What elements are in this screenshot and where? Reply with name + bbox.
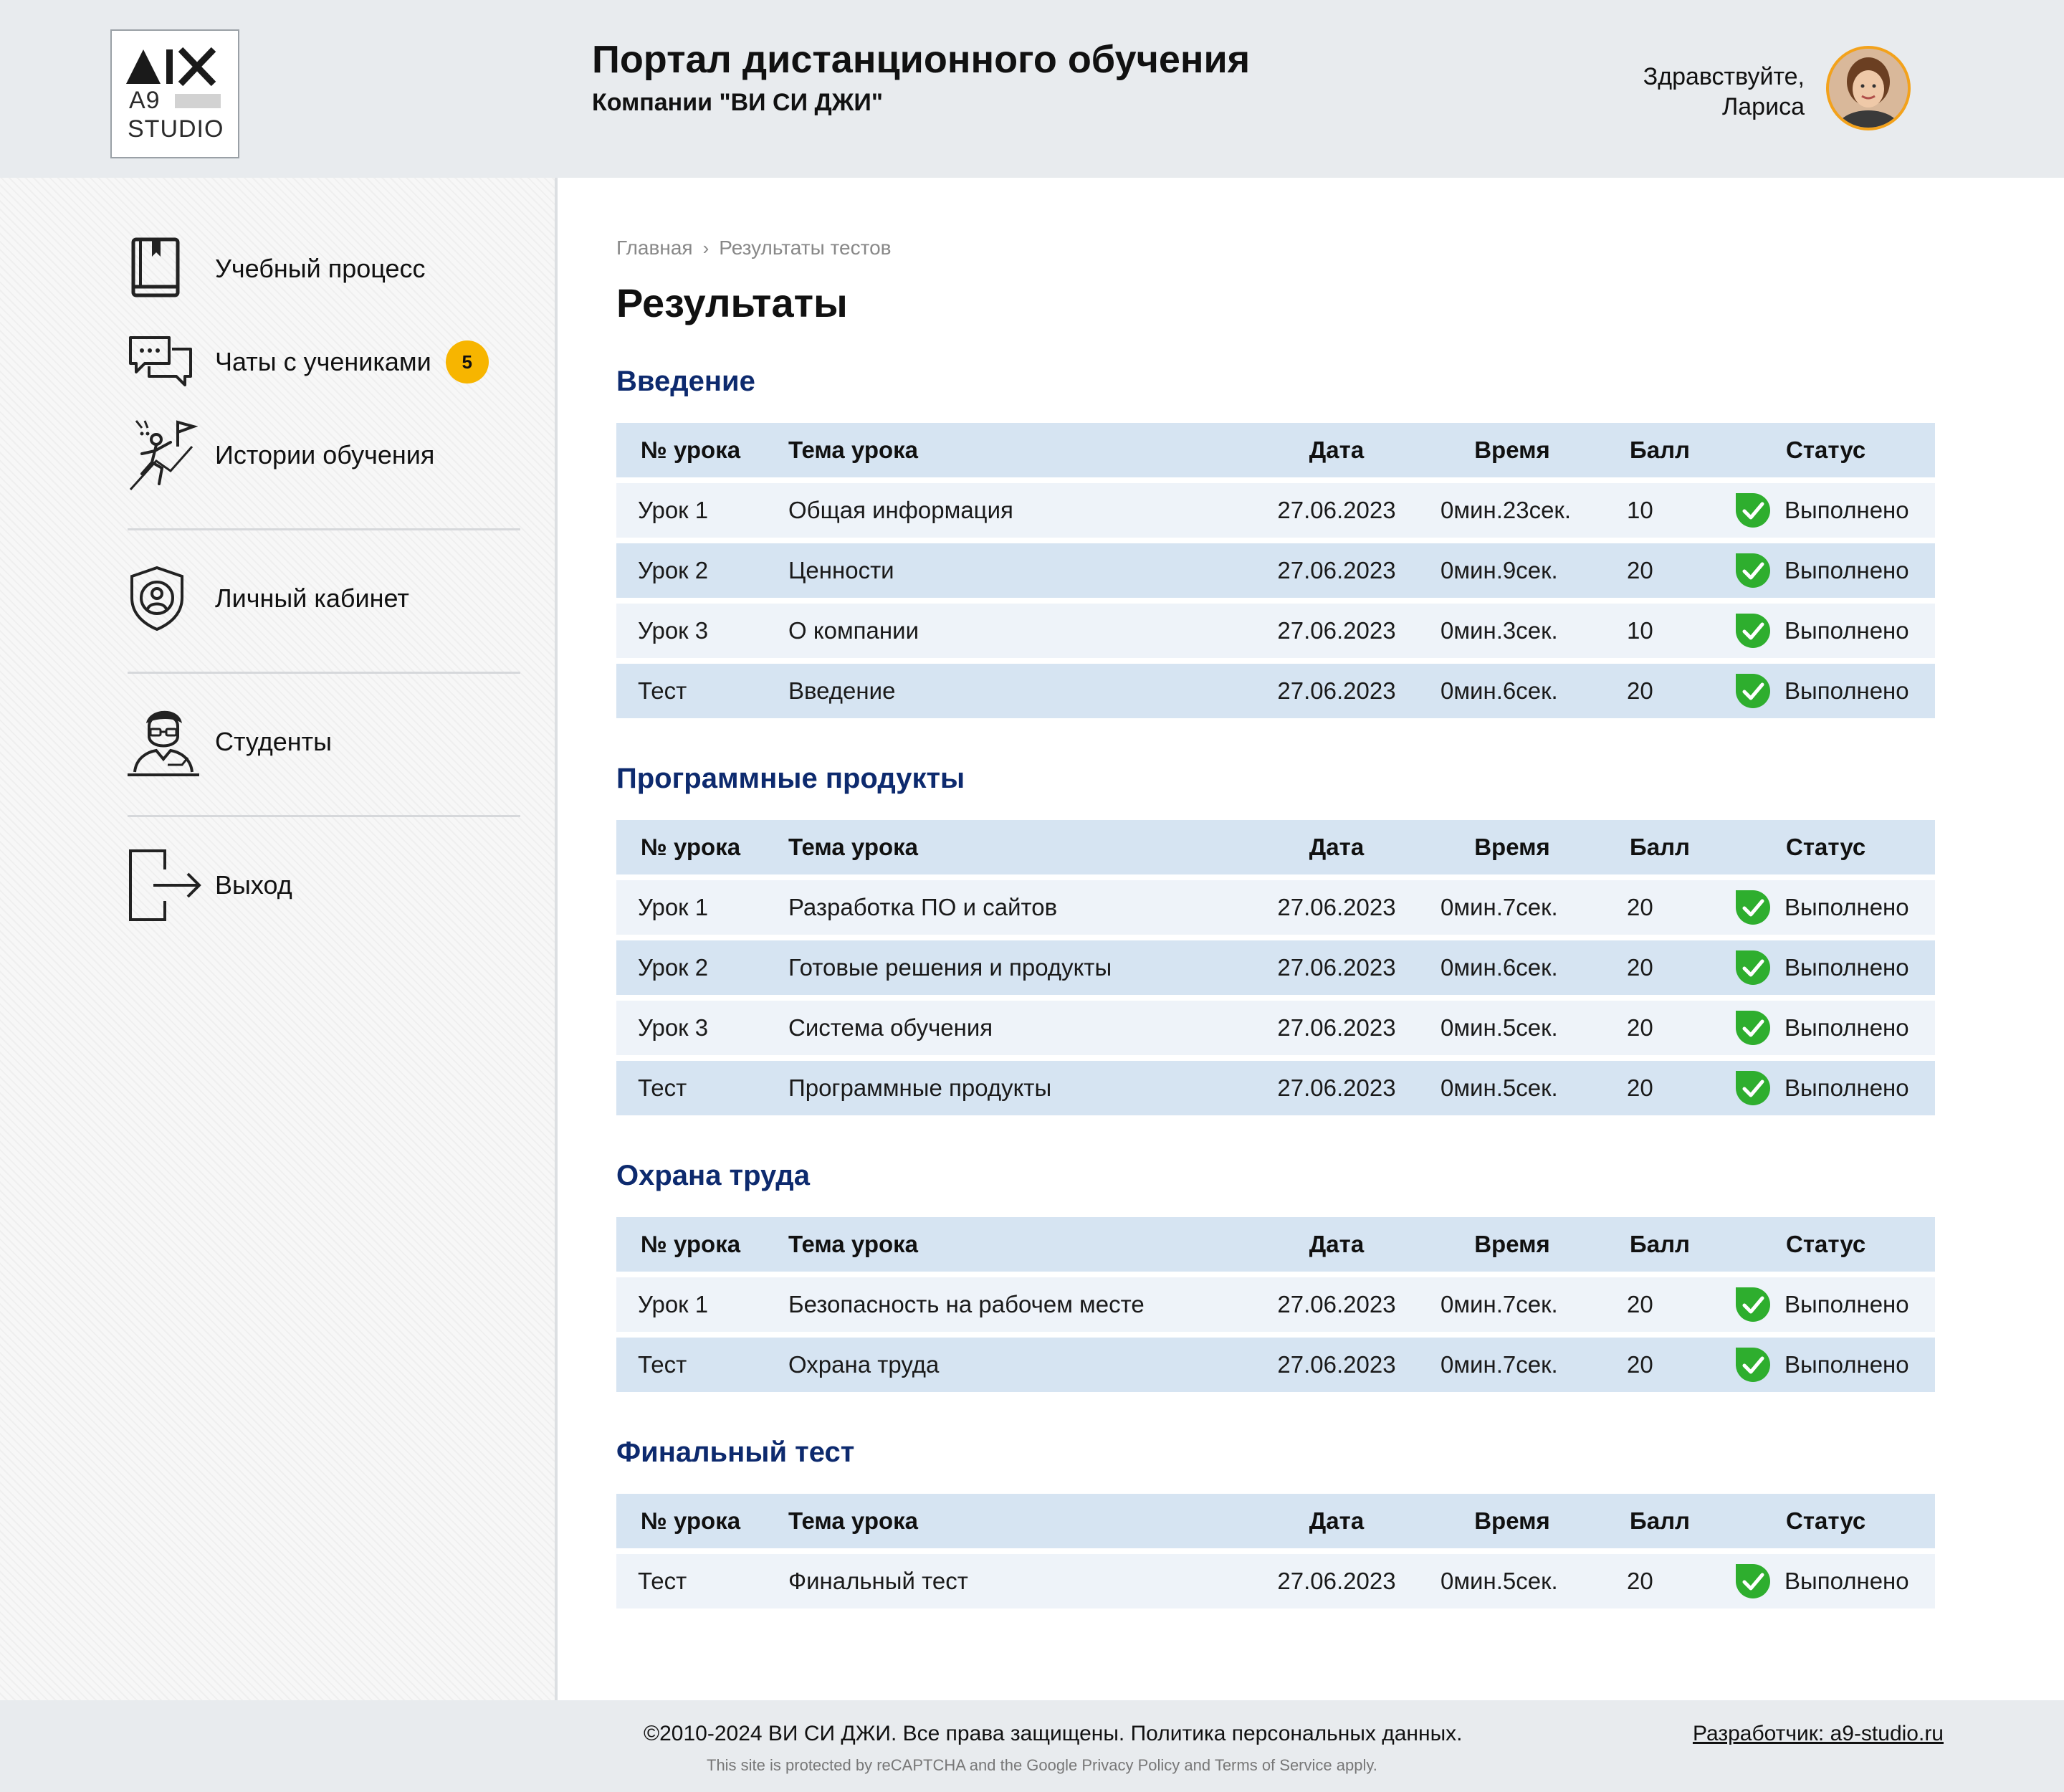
header-score: Балл (1630, 1231, 1690, 1257)
table-row[interactable] (616, 664, 1935, 718)
header-date: Дата (1309, 437, 1365, 463)
cell-topic: Ценности (788, 557, 894, 583)
cell-topic: Программные продукты (788, 1074, 1052, 1101)
status-text: Выполнено (1784, 1568, 1909, 1594)
status-text: Выполнено (1784, 954, 1909, 981)
header-topic: Тема урока (788, 437, 919, 463)
footer-recaptcha-notice: This site is protected by reCAPTCHA and the Google Privacy Policy and Terms of Service apply. (707, 1756, 1377, 1774)
table-row[interactable] (616, 1338, 1935, 1392)
breadcrumb (616, 237, 892, 259)
cell-status (1734, 949, 1909, 986)
sidebar-item-histories[interactable] (128, 416, 434, 495)
cell-date: 27.06.2023 (1277, 557, 1396, 583)
sidebar-divider (128, 815, 520, 817)
status-text: Выполнено (1784, 677, 1909, 704)
cell-score: 20 (1627, 1351, 1653, 1378)
cell-time: 0мин.3сек. (1440, 617, 1558, 644)
cell-num: Урок 3 (638, 1014, 709, 1041)
table-row[interactable] (616, 604, 1935, 658)
table-row[interactable] (616, 880, 1935, 935)
cell-num: Урок 1 (638, 497, 709, 523)
book-icon (128, 232, 202, 306)
status-text: Выполнено (1784, 894, 1909, 920)
cell-num: Урок 2 (638, 557, 709, 583)
header-time: Время (1474, 834, 1550, 860)
header-num: № урока (641, 834, 741, 860)
cell-topic: Введение (788, 677, 896, 704)
footer-developer-link[interactable]: Разработчик: a9-studio.ru (1692, 1722, 1944, 1745)
cell-status (1734, 492, 1909, 529)
sidebar (0, 178, 558, 1700)
logo-line1: A9 (129, 87, 161, 114)
status-text: Выполнено (1784, 1014, 1909, 1041)
header-date: Дата (1309, 1231, 1365, 1257)
header-score: Балл (1630, 437, 1690, 463)
check-circle-icon (1734, 612, 1772, 649)
cell-status (1734, 1009, 1909, 1047)
cell-num: Урок 1 (638, 894, 709, 920)
cell-score: 20 (1627, 1074, 1653, 1101)
table-header-row (616, 1217, 1935, 1272)
cell-num: Тест (638, 1074, 687, 1101)
greeting-line1: Здравствуйте, (1643, 63, 1805, 90)
header-date: Дата (1309, 1507, 1365, 1534)
cell-date: 27.06.2023 (1277, 497, 1396, 523)
table-header-row (616, 820, 1935, 874)
chat-count-badge: 5 (446, 340, 489, 383)
section-title-final: Финальный тест (616, 1436, 855, 1468)
sidebar-item-learning[interactable] (128, 229, 426, 308)
cell-time: 0мин.7сек. (1440, 1351, 1558, 1378)
cell-score: 10 (1627, 617, 1653, 644)
results-table-intro (616, 423, 1935, 724)
check-circle-icon (1734, 1286, 1772, 1323)
logo-bar (175, 94, 221, 108)
cell-num: Урок 2 (638, 954, 709, 981)
status-text: Выполнено (1784, 497, 1909, 523)
status-text: Выполнено (1784, 557, 1909, 583)
cell-score: 20 (1627, 557, 1653, 583)
portal-subtitle: Компании "ВИ СИ ДЖИ" (592, 89, 883, 116)
footer-copyright[interactable]: ©2010-2024 ВИ СИ ДЖИ. Все права защищены. Политика персональных данных. (644, 1722, 1463, 1745)
cell-time: 0мин.6сек. (1440, 954, 1558, 981)
company-logo[interactable] (110, 29, 239, 158)
cell-score: 20 (1627, 954, 1653, 981)
cell-status (1734, 612, 1909, 649)
table-row[interactable] (616, 483, 1935, 538)
chevron-right-icon: › (702, 237, 710, 259)
header-num: № урока (641, 437, 741, 463)
check-circle-icon (1734, 1346, 1772, 1383)
section-title-safety: Охрана труда (616, 1160, 810, 1191)
header-topic: Тема урока (788, 1507, 919, 1534)
cell-score: 10 (1627, 497, 1653, 523)
cell-score: 20 (1627, 894, 1653, 920)
table-row[interactable] (616, 1061, 1935, 1115)
table-header-row (616, 423, 1935, 477)
cell-date: 27.06.2023 (1277, 617, 1396, 644)
sidebar-divider (128, 528, 520, 530)
cell-topic: Охрана труда (788, 1351, 940, 1378)
cell-date: 27.06.2023 (1277, 894, 1396, 920)
table-row[interactable] (616, 1277, 1935, 1332)
cell-date: 27.06.2023 (1277, 1291, 1396, 1317)
table-row[interactable] (616, 543, 1935, 598)
cell-score: 20 (1627, 1568, 1653, 1594)
table-row[interactable] (616, 1001, 1935, 1055)
sidebar-divider (128, 672, 520, 674)
cell-time: 0мин.5сек. (1440, 1014, 1558, 1041)
check-circle-icon (1734, 949, 1772, 986)
cell-status (1734, 1346, 1909, 1383)
cell-num: Тест (638, 1568, 687, 1594)
cell-topic: Общая информация (788, 497, 1013, 523)
cell-time: 0мин.23сек. (1440, 497, 1572, 523)
cell-score: 20 (1627, 1014, 1653, 1041)
header-status: Статус (1786, 1507, 1866, 1534)
check-circle-icon (1734, 1009, 1772, 1047)
logo-line2: STUDIO (128, 115, 224, 143)
check-circle-icon (1734, 1563, 1772, 1600)
header-score: Балл (1630, 1507, 1690, 1534)
header-topic: Тема урока (788, 1231, 919, 1257)
header-time: Время (1474, 1231, 1550, 1257)
sidebar-item-label: Учебный процесс (215, 254, 426, 283)
sidebar-item-students[interactable] (128, 702, 332, 781)
climber-icon (128, 418, 202, 492)
header-num: № урока (641, 1507, 741, 1534)
cell-time: 0мин.6сек. (1440, 677, 1558, 704)
logout-icon (128, 848, 202, 923)
status-text: Выполнено (1784, 1351, 1909, 1378)
student-icon (128, 705, 202, 779)
cell-status (1734, 889, 1909, 926)
cell-time: 0мин.7сек. (1440, 894, 1558, 920)
user-greeting (1643, 62, 1805, 122)
cell-num: Урок 1 (638, 1291, 709, 1317)
cell-time: 0мин.9сек. (1440, 557, 1558, 583)
results-table-final (616, 1494, 1935, 1614)
header-date: Дата (1309, 834, 1365, 860)
check-circle-icon (1734, 672, 1772, 710)
sidebar-item-label: Студенты (215, 727, 332, 756)
status-text: Выполнено (1784, 617, 1909, 644)
cell-score: 20 (1627, 677, 1653, 704)
avatar[interactable] (1826, 46, 1911, 130)
check-circle-icon (1734, 1069, 1772, 1107)
check-circle-icon (1734, 492, 1772, 529)
table-row[interactable] (616, 940, 1935, 995)
page-title: Результаты (616, 280, 848, 325)
status-text: Выполнено (1784, 1074, 1909, 1101)
breadcrumb-home-link[interactable]: Главная (616, 237, 693, 259)
cell-status (1734, 1286, 1909, 1323)
logo-mark-icon (126, 47, 226, 87)
cell-topic: О компании (788, 617, 919, 644)
sidebar-item-label: Выход (215, 870, 292, 900)
header-num: № урока (641, 1231, 741, 1257)
header-status: Статус (1786, 437, 1866, 463)
cell-time: 0мин.5сек. (1440, 1568, 1558, 1594)
header-status: Статус (1786, 1231, 1866, 1257)
header-status: Статус (1786, 834, 1866, 860)
results-table-software (616, 820, 1935, 1121)
cell-date: 27.06.2023 (1277, 1014, 1396, 1041)
table-header-row (616, 1494, 1935, 1548)
sidebar-item-logout[interactable] (128, 846, 292, 925)
chat-icon (128, 325, 202, 399)
header-time: Время (1474, 437, 1550, 463)
cell-num: Тест (638, 677, 687, 704)
user-photo-icon (1829, 49, 1908, 128)
cell-status (1734, 1563, 1909, 1600)
cell-topic: Система обучения (788, 1014, 993, 1041)
breadcrumb-current: Результаты тестов (719, 237, 892, 259)
shield-user-icon (128, 561, 202, 636)
cell-status (1734, 672, 1909, 710)
results-table-safety (616, 1217, 1935, 1398)
cell-num: Тест (638, 1351, 687, 1378)
section-title-intro: Введение (616, 366, 755, 397)
cell-topic: Готовые решения и продукты (788, 954, 1112, 981)
sidebar-item-label: Истории обучения (215, 440, 435, 470)
portal-title: Портал дистанционного обучения (592, 38, 1251, 81)
greeting-user-name: Лариса (1721, 93, 1805, 120)
cell-topic: Разработка ПО и сайтов (788, 894, 1058, 920)
site-footer (0, 1700, 2064, 1792)
sidebar-item-label: Чаты с учениками (215, 347, 431, 376)
header-topic: Тема урока (788, 834, 919, 860)
header-score: Балл (1630, 834, 1690, 860)
section-title-software: Программные продукты (616, 763, 965, 794)
cell-time: 0мин.7сек. (1440, 1291, 1558, 1317)
sidebar-item-chats[interactable] (128, 323, 489, 401)
cell-date: 27.06.2023 (1277, 677, 1396, 704)
cell-score: 20 (1627, 1291, 1653, 1317)
site-header (0, 0, 2064, 178)
cell-date: 27.06.2023 (1277, 1351, 1396, 1378)
header-time: Время (1474, 1507, 1550, 1534)
table-row[interactable] (616, 1554, 1935, 1608)
cell-date: 27.06.2023 (1277, 954, 1396, 981)
cell-date: 27.06.2023 (1277, 1074, 1396, 1101)
cell-topic: Безопасность на рабочем месте (788, 1291, 1145, 1317)
cell-time: 0мин.5сек. (1440, 1074, 1558, 1101)
cell-status (1734, 552, 1909, 589)
status-text: Выполнено (1784, 1291, 1909, 1317)
cell-date: 27.06.2023 (1277, 1568, 1396, 1594)
cell-status (1734, 1069, 1909, 1107)
cell-num: Урок 3 (638, 617, 709, 644)
cell-topic: Финальный тест (788, 1568, 968, 1594)
check-circle-icon (1734, 889, 1772, 926)
sidebar-item-account[interactable] (128, 559, 409, 638)
check-circle-icon (1734, 552, 1772, 589)
sidebar-item-label: Личный кабинет (215, 583, 409, 613)
